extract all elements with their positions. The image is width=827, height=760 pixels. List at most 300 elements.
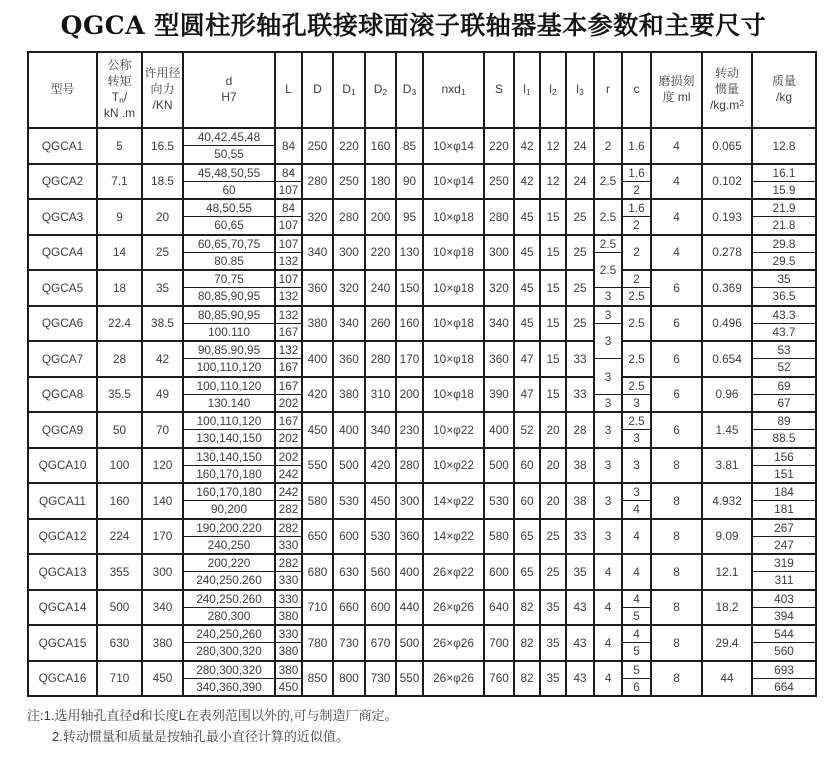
r-cell: 3 xyxy=(594,519,622,555)
inertia-cell: 0.065 xyxy=(702,128,752,164)
table-row xyxy=(28,554,816,572)
D1-cell: 360 xyxy=(333,341,365,377)
r-cell: 4 xyxy=(594,590,622,626)
d-values-cell: 60,65,70,75 xyxy=(183,235,275,253)
inertia-cell: 0.96 xyxy=(702,377,752,413)
r-cell: 3 xyxy=(594,323,622,359)
table-body xyxy=(28,128,816,696)
l3-cell: 33 xyxy=(566,519,594,555)
S-cell: 530 xyxy=(484,483,514,519)
mass-cell: 53 xyxy=(752,341,816,359)
radial-force-cell: 300 xyxy=(142,554,183,590)
wear-scale-cell: 8 xyxy=(651,590,702,626)
D3-cell: 130 xyxy=(396,235,423,271)
radial-force-cell: 35 xyxy=(142,270,183,306)
table-row xyxy=(28,483,816,501)
L-cell: 282 xyxy=(275,501,302,519)
D1-cell: 380 xyxy=(333,377,365,413)
model-cell: QGCA11 xyxy=(28,483,97,519)
c-cell: 2.5 xyxy=(622,306,651,342)
r-cell: 2 xyxy=(594,128,622,164)
D3-cell: 170 xyxy=(396,341,423,377)
D-cell: 650 xyxy=(302,519,333,555)
r-cell: 3 xyxy=(594,448,622,484)
D2-cell: 730 xyxy=(365,661,396,697)
l2-cell: 20 xyxy=(540,412,566,448)
model-cell: QGCA1 xyxy=(28,128,97,164)
wear-scale-cell: 6 xyxy=(651,412,702,448)
mass-cell: 184 xyxy=(752,483,816,501)
L-cell: 202 xyxy=(275,430,302,448)
D-cell: 550 xyxy=(302,448,333,484)
inertia-cell: 0.654 xyxy=(702,341,752,377)
D3-cell: 95 xyxy=(396,199,423,235)
D2-cell: 450 xyxy=(365,483,396,519)
inertia-cell: 0.278 xyxy=(702,235,752,271)
d-values-cell: 100,110,120 xyxy=(183,412,275,430)
d-values-cell: 90,85.90,95 xyxy=(183,341,275,359)
l3-cell: 25 xyxy=(566,235,594,271)
S-cell: 280 xyxy=(484,199,514,235)
r-cell: 4 xyxy=(594,554,622,590)
mass-cell: 403 xyxy=(752,590,816,608)
l3-cell: 33 xyxy=(566,341,594,377)
L-cell: 242 xyxy=(275,465,302,483)
d-values-cell: 130,140,150 xyxy=(183,448,275,466)
col-header-D2: $D_2$ xyxy=(365,52,396,128)
r-cell: 2.5 xyxy=(594,235,622,253)
l2-cell: 35 xyxy=(540,661,566,697)
bolt-spec-cell: 10×φ18 xyxy=(423,306,484,342)
D2-cell: 560 xyxy=(365,554,396,590)
r-cell: 3 xyxy=(594,288,622,306)
model-cell: QGCA5 xyxy=(28,270,97,306)
col-header-l3: $l_3$ xyxy=(566,52,594,128)
l2-cell: 15 xyxy=(540,199,566,235)
inertia-cell: 29.4 xyxy=(702,625,752,661)
L-cell: 84 xyxy=(275,199,302,217)
col-header-radial: 许用径 向力 /KN xyxy=(142,52,183,128)
S-cell: 700 xyxy=(484,625,514,661)
c-cell: 3 xyxy=(622,483,651,501)
bolt-spec-cell: 10×φ18 xyxy=(423,377,484,413)
col-header-inertia: 转动 惯量 $/kg.m^2$ xyxy=(702,52,752,128)
c-cell: 2 xyxy=(622,235,651,271)
bolt-spec-cell: 10×φ18 xyxy=(423,199,484,235)
wear-scale-cell: 4 xyxy=(651,128,702,164)
d-values-cell: 80,85,90,95 xyxy=(183,306,275,324)
c-cell: 3 xyxy=(622,448,651,484)
l3-cell: 25 xyxy=(566,270,594,306)
bolt-spec-cell: 10×φ18 xyxy=(423,235,484,271)
D2-cell: 600 xyxy=(365,590,396,626)
mass-cell: 181 xyxy=(752,501,816,519)
d-values-cell: 200,220 xyxy=(183,554,275,572)
S-cell: 580 xyxy=(484,519,514,555)
S-cell: 340 xyxy=(484,306,514,342)
wear-scale-cell: 6 xyxy=(651,341,702,377)
bolt-spec-cell: 10×φ22 xyxy=(423,412,484,448)
d-values-cell: 340,360,390 xyxy=(183,678,275,696)
model-cell: QGCA15 xyxy=(28,625,97,661)
D1-cell: 630 xyxy=(333,554,365,590)
l1-cell: 45 xyxy=(514,270,540,306)
L-cell: 107 xyxy=(275,270,302,288)
d-values-cell: 60 xyxy=(183,181,275,199)
L-cell: 107 xyxy=(275,181,302,199)
L-cell: 330 xyxy=(275,572,302,590)
mass-cell: 69 xyxy=(752,377,816,395)
bolt-spec-cell: 26×φ26 xyxy=(423,590,484,626)
radial-force-cell: 16.5 xyxy=(142,128,183,164)
model-cell: QGCA2 xyxy=(28,164,97,200)
d-values-cell: 80.85 xyxy=(183,252,275,270)
col-header-S: S xyxy=(484,52,514,128)
S-cell: 500 xyxy=(484,448,514,484)
l3-cell: 25 xyxy=(566,199,594,235)
l3-cell: 25 xyxy=(566,306,594,342)
d-values-cell: 280,300,320 xyxy=(183,661,275,679)
L-cell: 107 xyxy=(275,235,302,253)
D-cell: 420 xyxy=(302,377,333,413)
D1-cell: 660 xyxy=(333,590,365,626)
l2-cell: 15 xyxy=(540,235,566,271)
bolt-spec-cell: 10×φ22 xyxy=(423,448,484,484)
c-cell: 4 xyxy=(622,519,651,555)
L-cell: 167 xyxy=(275,412,302,430)
table-row xyxy=(28,199,816,217)
D1-cell: 300 xyxy=(333,235,365,271)
d-values-cell: 240,250.260 xyxy=(183,590,275,608)
c-cell: 5 xyxy=(622,643,651,661)
S-cell: 400 xyxy=(484,412,514,448)
r-cell: 3 xyxy=(594,394,622,412)
mass-cell: 12.8 xyxy=(752,128,816,164)
l3-cell: 35 xyxy=(566,554,594,590)
torque-cell: 100 xyxy=(97,448,142,484)
mass-cell: 15.9 xyxy=(752,181,816,199)
D3-cell: 90 xyxy=(396,164,423,200)
c-cell: 2 xyxy=(622,181,651,199)
col-header-c: c xyxy=(622,52,651,128)
D1-cell: 320 xyxy=(333,270,365,306)
D3-cell: 85 xyxy=(396,128,423,164)
S-cell: 300 xyxy=(484,235,514,271)
c-cell: 2.5 xyxy=(622,341,651,377)
col-header-model: 型号 xyxy=(28,52,97,128)
D2-cell: 310 xyxy=(365,377,396,413)
l2-cell: 15 xyxy=(540,377,566,413)
inertia-cell: 12.1 xyxy=(702,554,752,590)
l1-cell: 82 xyxy=(514,590,540,626)
radial-force-cell: 340 xyxy=(142,590,183,626)
l2-cell: 35 xyxy=(540,625,566,661)
bolt-spec-cell: 26×φ22 xyxy=(423,554,484,590)
l3-cell: 33 xyxy=(566,377,594,413)
l2-cell: 15 xyxy=(540,341,566,377)
D1-cell: 220 xyxy=(333,128,365,164)
D2-cell: 220 xyxy=(365,235,396,271)
torque-cell: 22.4 xyxy=(97,306,142,342)
L-cell: 202 xyxy=(275,448,302,466)
d-values-cell: 130.140 xyxy=(183,394,275,412)
wear-scale-cell: 8 xyxy=(651,519,702,555)
L-cell: 380 xyxy=(275,607,302,625)
l1-cell: 65 xyxy=(514,519,540,555)
S-cell: 390 xyxy=(484,377,514,413)
l1-cell: 82 xyxy=(514,625,540,661)
inertia-cell: 18.2 xyxy=(702,590,752,626)
l1-cell: 47 xyxy=(514,341,540,377)
d-values-cell: 240,250.260 xyxy=(183,572,275,590)
table-row xyxy=(28,128,816,146)
mass-cell: 319 xyxy=(752,554,816,572)
c-cell: 5 xyxy=(622,607,651,625)
wear-scale-cell: 4 xyxy=(651,164,702,200)
D3-cell: 550 xyxy=(396,661,423,697)
radial-force-cell: 450 xyxy=(142,661,183,697)
D2-cell: 200 xyxy=(365,199,396,235)
D-cell: 580 xyxy=(302,483,333,519)
model-cell: QGCA3 xyxy=(28,199,97,235)
col-header-mass: 质量 /kg xyxy=(752,52,816,128)
l1-cell: 52 xyxy=(514,412,540,448)
table-row xyxy=(28,341,816,359)
D-cell: 850 xyxy=(302,661,333,697)
l2-cell: 20 xyxy=(540,448,566,484)
radial-force-cell: 70 xyxy=(142,412,183,448)
r-cell: 2.5 xyxy=(594,199,622,235)
mass-cell: 89 xyxy=(752,412,816,430)
mass-cell: 311 xyxy=(752,572,816,590)
inertia-cell: 0.496 xyxy=(702,306,752,342)
l1-cell: 60 xyxy=(514,448,540,484)
bolt-spec-cell: 26×φ26 xyxy=(423,625,484,661)
torque-cell: 7.1 xyxy=(97,164,142,200)
L-cell: 282 xyxy=(275,519,302,537)
table-row xyxy=(28,270,816,288)
wear-scale-cell: 6 xyxy=(651,270,702,306)
torque-cell: 50 xyxy=(97,412,142,448)
mass-cell: 247 xyxy=(752,536,816,554)
D-cell: 280 xyxy=(302,164,333,200)
torque-cell: 35.5 xyxy=(97,377,142,413)
torque-cell: 710 xyxy=(97,661,142,697)
D3-cell: 500 xyxy=(396,625,423,661)
L-cell: 167 xyxy=(275,323,302,341)
D3-cell: 150 xyxy=(396,270,423,306)
radial-force-cell: 42 xyxy=(142,341,183,377)
l2-cell: 15 xyxy=(540,306,566,342)
L-cell: 132 xyxy=(275,341,302,359)
l1-cell: 42 xyxy=(514,128,540,164)
l1-cell: 45 xyxy=(514,306,540,342)
col-header-D3: $D_3$ xyxy=(396,52,423,128)
bolt-spec-cell: 10×φ14 xyxy=(423,164,484,200)
D2-cell: 240 xyxy=(365,270,396,306)
d-values-cell: 48,50,55 xyxy=(183,199,275,217)
torque-cell: 500 xyxy=(97,590,142,626)
page xyxy=(0,6,827,748)
D1-cell: 530 xyxy=(333,483,365,519)
D3-cell: 200 xyxy=(396,377,423,413)
mass-cell: 21.8 xyxy=(752,217,816,235)
inertia-cell: 3.81 xyxy=(702,448,752,484)
D2-cell: 420 xyxy=(365,448,396,484)
d-values-cell: 130,140,150 xyxy=(183,430,275,448)
inertia-cell: 1.45 xyxy=(702,412,752,448)
D-cell: 400 xyxy=(302,341,333,377)
L-cell: 132 xyxy=(275,306,302,324)
r-cell: 3 xyxy=(594,306,622,324)
footnotes xyxy=(27,706,827,748)
r-cell: 4 xyxy=(594,625,622,661)
wear-scale-cell: 8 xyxy=(651,625,702,661)
torque-cell: 18 xyxy=(97,270,142,306)
radial-force-cell: 20 xyxy=(142,199,183,235)
radial-force-cell: 380 xyxy=(142,625,183,661)
D-cell: 340 xyxy=(302,235,333,271)
model-cell: QGCA12 xyxy=(28,519,97,555)
l1-cell: 45 xyxy=(514,199,540,235)
D2-cell: 530 xyxy=(365,519,396,555)
l2-cell: 35 xyxy=(540,590,566,626)
D3-cell: 440 xyxy=(396,590,423,626)
S-cell: 250 xyxy=(484,164,514,200)
l2-cell: 15 xyxy=(540,270,566,306)
L-cell: 282 xyxy=(275,554,302,572)
D-cell: 360 xyxy=(302,270,333,306)
torque-cell: 28 xyxy=(97,341,142,377)
D1-cell: 600 xyxy=(333,519,365,555)
D3-cell: 400 xyxy=(396,554,423,590)
c-cell: 2 xyxy=(622,217,651,235)
radial-force-cell: 18.5 xyxy=(142,164,183,200)
c-cell: 2.5 xyxy=(622,288,651,306)
wear-scale-cell: 8 xyxy=(651,661,702,697)
mass-cell: 16.1 xyxy=(752,164,816,182)
l2-cell: 12 xyxy=(540,128,566,164)
d-values-cell: 100.110 xyxy=(183,323,275,341)
L-cell: 242 xyxy=(275,483,302,501)
D3-cell: 280 xyxy=(396,448,423,484)
c-cell: 4 xyxy=(622,625,651,643)
torque-cell: 9 xyxy=(97,199,142,235)
mass-cell: 43.3 xyxy=(752,306,816,324)
c-cell: 4 xyxy=(622,590,651,608)
d-values-cell: 100,110,120 xyxy=(183,359,275,377)
model-cell: QGCA8 xyxy=(28,377,97,413)
l3-cell: 24 xyxy=(566,164,594,200)
r-cell: 3 xyxy=(594,412,622,448)
L-cell: 330 xyxy=(275,590,302,608)
table-row xyxy=(28,519,816,537)
c-cell: 2 xyxy=(622,270,651,288)
S-cell: 640 xyxy=(484,590,514,626)
torque-cell: 355 xyxy=(97,554,142,590)
l3-cell: 43 xyxy=(566,625,594,661)
page-title: QGCA 型圆柱形轴孔联接球面滚子联轴器基本参数和主要尺寸 xyxy=(60,11,767,40)
radial-force-cell: 49 xyxy=(142,377,183,413)
mass-cell: 544 xyxy=(752,625,816,643)
r-cell: 3 xyxy=(594,483,622,519)
d-values-cell: 190,200.220 xyxy=(183,519,275,537)
l3-cell: 24 xyxy=(566,128,594,164)
mass-cell: 151 xyxy=(752,465,816,483)
wear-scale-cell: 4 xyxy=(651,199,702,235)
wear-scale-cell: 8 xyxy=(651,554,702,590)
D3-cell: 230 xyxy=(396,412,423,448)
L-cell: 202 xyxy=(275,394,302,412)
col-header-D1: $D_1$ xyxy=(333,52,365,128)
model-cell: QGCA13 xyxy=(28,554,97,590)
c-cell: 3 xyxy=(622,430,651,448)
mass-cell: 29.8 xyxy=(752,235,816,253)
c-cell: 4 xyxy=(622,554,651,590)
model-cell: QGCA9 xyxy=(28,412,97,448)
L-cell: 330 xyxy=(275,536,302,554)
l3-cell: 43 xyxy=(566,590,594,626)
l3-cell: 28 xyxy=(566,412,594,448)
D1-cell: 400 xyxy=(333,412,365,448)
c-cell: 5 xyxy=(622,661,651,679)
l1-cell: 42 xyxy=(514,164,540,200)
l3-cell: 38 xyxy=(566,483,594,519)
d-values-cell: 280,300 xyxy=(183,607,275,625)
wear-scale-cell: 4 xyxy=(651,235,702,271)
model-cell: QGCA4 xyxy=(28,235,97,271)
table-row xyxy=(28,377,816,395)
torque-cell: 14 xyxy=(97,235,142,271)
S-cell: 220 xyxy=(484,128,514,164)
l1-cell: 82 xyxy=(514,661,540,697)
radial-force-cell: 120 xyxy=(142,448,183,484)
c-cell: 1.6 xyxy=(622,199,651,217)
L-cell: 132 xyxy=(275,288,302,306)
L-cell: 84 xyxy=(275,128,302,164)
d-values-cell: 160,170,180 xyxy=(183,483,275,501)
L-cell: 167 xyxy=(275,359,302,377)
l2-cell: 20 xyxy=(540,483,566,519)
col-header-d: d H7 xyxy=(183,52,275,128)
header-row xyxy=(28,52,816,128)
bolt-spec-cell: 10×φ18 xyxy=(423,270,484,306)
table-row xyxy=(28,661,816,679)
L-cell: 107 xyxy=(275,217,302,235)
L-cell: 380 xyxy=(275,661,302,679)
bolt-spec-cell: 14×φ22 xyxy=(423,483,484,519)
col-header-ml: 磨损刻 度 ml xyxy=(651,52,702,128)
model-cell: QGCA7 xyxy=(28,341,97,377)
D2-cell: 160 xyxy=(365,128,396,164)
wear-scale-cell: 6 xyxy=(651,306,702,342)
c-cell: 6 xyxy=(622,678,651,696)
c-cell: 2.5 xyxy=(622,377,651,395)
r-cell: 4 xyxy=(594,661,622,697)
footnote-1: 注:1.选用轴孔直径d和长度L在表列范围以外的,可与制造厂商定。 xyxy=(27,708,398,723)
c-cell: 2.5 xyxy=(622,412,651,430)
mass-cell: 267 xyxy=(752,519,816,537)
d-values-cell: 40,42,45,48 xyxy=(183,128,275,146)
S-cell: 760 xyxy=(484,661,514,697)
model-cell: QGCA14 xyxy=(28,590,97,626)
col-header-L: L xyxy=(275,52,302,128)
D1-cell: 250 xyxy=(333,164,365,200)
d-values-cell: 280,300,320 xyxy=(183,643,275,661)
D3-cell: 160 xyxy=(396,306,423,342)
col-header-nxd1: nxd$_1$ xyxy=(423,52,484,128)
S-cell: 600 xyxy=(484,554,514,590)
